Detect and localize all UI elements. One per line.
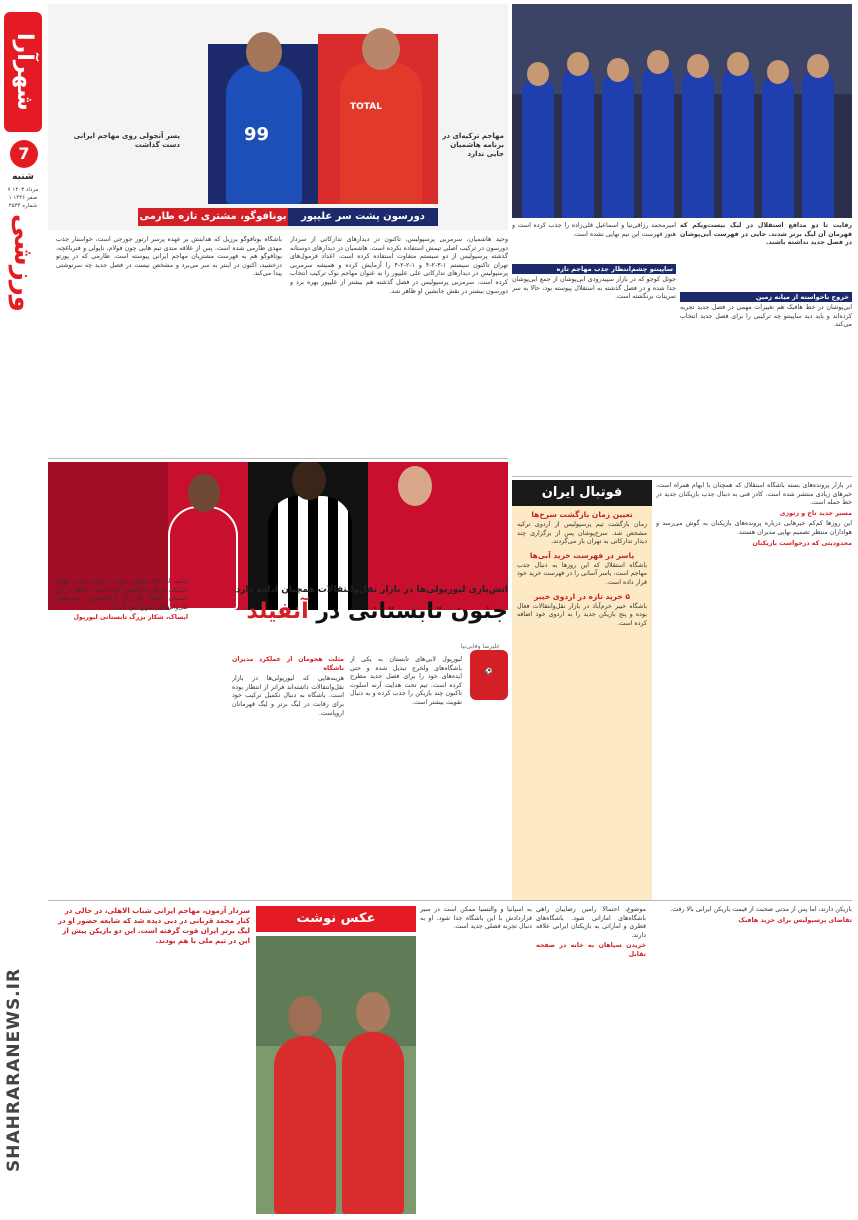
fb-text2: باشگاه استقلال که این روزها به دنبال جذب مهاجم است، یاسر آسانی را در فهرست خرید خود قرار داده است. xyxy=(517,561,647,586)
story2-kicker: آتش‌بازی لیورپولی‌ها در بازار نقل‌وانتقالات همچنان ادامه دارد xyxy=(235,585,508,595)
divider xyxy=(48,458,508,459)
fb-sub2: یاسر در فهرست خرید آبی‌ها xyxy=(529,550,635,560)
story1-col-left: باشگاه بوتافوگو برزیل که هدایتش بر عهده پرسر آرتور جورجی است، خواستار جذب مهدی طارمی شده است. پس از علاقه مندی تیم هایی چون فولام، ناپولی و فنرباغچه، بوتافوگو هم به فهرست مشتریان مهاجم ایرانی پیوسته است. طارمی که در پورتو درخشید، اکنون در اینتر به سر می‌برد و مشخص نیست در فصل جدید چه سرنوشتی پیدا می‌کند. xyxy=(56,236,282,278)
story2-col-b-text: هزینه‌هایی که لیورپولی‌ها در بازار نقل‌وانتقالات داشته‌اند فراتر از انتظار بوده است. باشگاه به دنبال تکمیل ترکیب خود برای رقابت در لیگ برتر و لیگ قهرمانان اروپاست. xyxy=(232,675,344,717)
headline-part1: جنون تابستانی در xyxy=(316,599,508,624)
player-ghorbani xyxy=(342,1032,404,1214)
fb-sub1: تعیین زمان بازگشت سرخ‌ها xyxy=(531,510,633,519)
bottom-sub-c: تقاضای پرسپولیس برای خرید هافبک xyxy=(738,916,852,924)
masthead xyxy=(0,0,44,1220)
right-body3: آبی‌پوشان در خط هافبک هم تغییرات مهمی در فصل جدید تجربه کرده‌اند و باید دید ساپینتو چه ترکیبی را برای فصل جدید انتخاب می‌کند. xyxy=(680,304,852,329)
page-number: 7 xyxy=(10,140,38,168)
right-sub-a: مسیر جدید تاج و زنوزی xyxy=(779,509,852,517)
newspaper-logo: شهرآرا xyxy=(4,12,42,132)
story2-col-c xyxy=(56,578,188,898)
story2-col-a-text: لیورپول لابی‌های تابستان به یکی از باشگاه‌های ولخرج تبدیل شده و حتی ایده‌های خود را برای فصل جدید مطرح کرده است. تیم تحت هدایت آرنه اسلوت تاکنون چند بازیکن را جذب کرده و به دنبال تقویت بیشتر است. xyxy=(350,656,462,706)
divider xyxy=(512,476,852,477)
photo-section-header: عکس نوشت xyxy=(256,906,416,932)
weekday: شنبه xyxy=(12,172,34,182)
right-body4: در بازار پرونده‌های بسته باشگاه استقلال که همچنان با ابهام همراه است، خبرهای زیادی منتشر شده است. کادر فنی به دنبال جذب بازیکنان جدید در خط حمله است. xyxy=(656,482,852,507)
story2-sub2: ایساک، شکار بزرگ تابستانی لیورپول xyxy=(73,614,188,622)
divider xyxy=(48,900,852,901)
fb-text3: باشگاه خیبر خرم‌آباد در بازار نقل‌وانتقالات فعال بوده و پنج بازیکن جدید را به اردوی خود اضافه کرده است. xyxy=(517,602,647,627)
story1-photo xyxy=(48,4,508,230)
bottom-col-1 xyxy=(536,906,646,1214)
football-iran-box xyxy=(512,480,652,900)
bottom-col-2: به اسپانیا و والنسیا ممکن است در سیر قراردادش با این باشگاه جدا شود. او به دنبال تجربه فصلی جدید است. xyxy=(420,906,532,931)
player-taremi: 99 xyxy=(226,64,302,204)
fb-sub3: ۵ خرید تازه در اردوی خیبر xyxy=(534,591,630,601)
issue-line: شماره ۴۵۳۴ xyxy=(8,203,38,209)
story2-sub1: مثلث هجومان از عملکرد مدیران باشگاه xyxy=(232,656,344,672)
headline-part2: آنفیلد xyxy=(246,599,309,624)
fb-text1: زمان بازگشت تیم پرسپولیس از اردوی ترکیه مشخص شد. سرخ‌پوشان پس از برگزاری چند دیدار تدارکاتی به تهران باز می‌گردند. xyxy=(517,521,647,546)
bottom-sub-d: خریدن سپاهان به خانه در صفحه تقابل xyxy=(536,942,646,958)
story2-col-a xyxy=(350,656,462,896)
bottom-col-3 xyxy=(650,906,852,1214)
right-sub-b: محدودیتی که درخواست بازیکنان xyxy=(752,539,852,547)
right-body5: این روزها کم‌کم خبرهایی درباره پرونده‌های بازیکنان به گوش می‌رسد و هواداران منتظر تصمیم نهایی مدیران هستند. xyxy=(656,520,852,536)
section-logo: ورزشی xyxy=(8,214,38,312)
story1-col-right: وحید هاشمیان، سرمربی پرسپولیس، تاکنون در دیدارهای تدارکاتی از سردار دورسون در ترکیب اصلی تیمش استفاده نکرده است. هاشمیان در دیدارهای دوستانه گذشته پرسپولیس از دو سیستم متفاوت استفاده کرده است. اعداد فرمول‌های تهران تاکنون سیستم ۱-۳-۲-۴ و ۱-۲-۲-۴ را آزمایش کرده و همیشه سرمربی پرسپولیس در دیدارهای تدارکاتی علی علیپور را به عنوان مهاجم نوک ترکیب انتخاب کرده است. سرمربی پرسپولیس در فصل گذشته هم بیشتر از علیپور بهره برد و دورسون بیشتر در نقش جانشین او ظاهر شد. xyxy=(290,236,508,295)
right-body2: جوئل کوجو که در بازار سپیدرودی آبی‌پوشان از جمع آبی‌پوشان جدا شده و در فصل گذشته به استقلال پیوسته بود، حالا به سر تمرینات برنگشته است. xyxy=(512,276,676,301)
date-hijri: ۱ صفر ۱۴۴۶ xyxy=(8,195,38,201)
caption-left: پسر آنجولی روی مهاجم ایرانی دست گذاشت xyxy=(73,132,180,149)
player-alipour: TOTAL xyxy=(340,62,422,204)
photo-caption: سردار آزمون، مهاجم ایرانی شباب الاهلی، در حالی در کنار محمد قربانی در دبی دیده شد که شایعه حضور او در لیگ برتر ایران قوت گرفته است. این دو بازیکن پیش از این در تیم ملی با هم بودند. xyxy=(57,907,250,945)
date-shamsi: ۷ مرداد ۱۴۰۳ xyxy=(7,187,39,193)
right-highlight: ساپینتو چشم‌انتظار جذب مهاجم تازه xyxy=(512,264,676,274)
tab-alipour: دورسون پشت سر علیپور xyxy=(288,208,438,226)
tab-taremi: بونافوگو، مشتری تازه طارمی xyxy=(138,208,288,226)
story2-col-c-text: ادامه آن ۵۹ میلیون یورو را برای جذب هوگو اکیتیکه، بازیکن فرانسوی کرده است. آنفیلد در این تابستان شاهد یکی از پرهزینه‌ترین پنجره‌های نقل‌وانتقالاتی تاریخ خود است. xyxy=(56,578,188,611)
bottom-col3-text: بازیکن دارند، اما پس از مدتی صحبت از قیمت بازیکن ایرانی بالا رفت. xyxy=(670,906,852,913)
right-lower xyxy=(656,482,852,892)
date-block xyxy=(2,186,44,210)
football-box-title: فوتبال ایران xyxy=(512,480,652,506)
azmoun-photo xyxy=(256,936,416,1214)
story2-header xyxy=(190,585,508,645)
right-highlight-2: خروج ناخواسته از میانه زمین xyxy=(680,292,852,302)
section-badge: ⚽ xyxy=(470,650,508,700)
esteghlal-team-photo xyxy=(512,4,852,218)
bottom-col1-text: موضوع، احتمالاً رامین رضاییان راهی باشگاه‌های اماراتی شود. باشگاه‌های قطری و اماراتی به بازیکنان ایرانی علاقه دارند. xyxy=(536,906,646,939)
right-body1: امیرمحمد رزاقی‌نیا و اسماعیل قلی‌زاده را جذب کرده است و هنوز فهرست این تیم نهایی نشده است. xyxy=(512,222,676,238)
byline: علیرضا وفایی‌نیا xyxy=(460,643,500,650)
website-url[interactable]: SHAHRARANEWS.IR xyxy=(4,967,24,1173)
player-azmoun xyxy=(274,1036,336,1214)
caption-right: مهاجم ترکیه‌ای در برنامه هاشمیان جایی ندارد xyxy=(442,132,504,158)
story2-col-b xyxy=(232,656,344,896)
story2-headline xyxy=(190,599,508,624)
right-caption: رقابت تا دو مدافع استقلال در لیگ بیست‌ویکم که قهرمان آن لیگ برتر شدند. جایی در فهرست آبی‌پوشان در فصل جدید نداشته باشند. xyxy=(680,222,852,247)
